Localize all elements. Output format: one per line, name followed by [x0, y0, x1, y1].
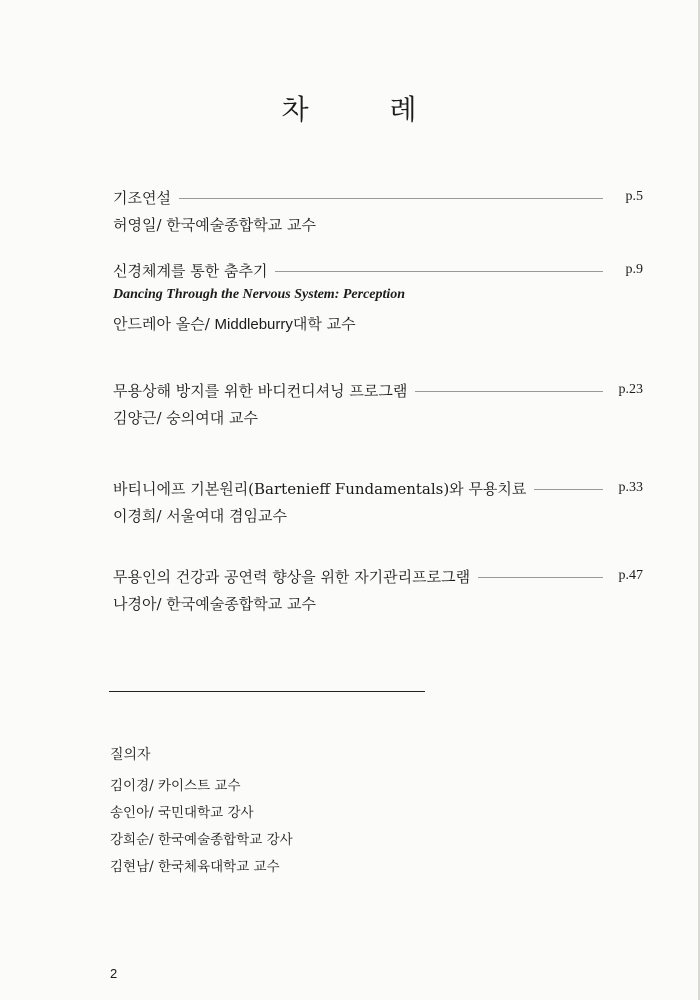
toc-page-number: p.23: [618, 382, 643, 397]
author-role: 대학 교수: [292, 315, 356, 333]
toc-entry-author: 이경희/ 서울여대 겸임교수: [113, 507, 287, 525]
toc-entry-bartenieff: [113, 477, 643, 527]
author-institution: Middleburry: [214, 316, 293, 333]
toc-entry-author: [113, 313, 643, 335]
toc-entry-author: 김양근/ 숭의여대 교수: [113, 409, 259, 427]
section-divider: [109, 691, 425, 692]
discussant-item: 김현남/ 한국체육대학교 교수: [110, 859, 280, 875]
leader-line: [179, 198, 603, 199]
discussant-item: 김이경/ 카이스트 교수: [110, 778, 241, 794]
toc-entry-title: 신경체계를 통한 춤추기: [113, 261, 268, 280]
toc-entry-self-management: [113, 565, 643, 615]
toc-page-number: p.33: [618, 480, 643, 495]
leader-line: [415, 391, 603, 392]
toc-entry-title: 무용상해 방지를 위한 바디컨디셔닝 프로그램: [113, 381, 408, 400]
toc-entry-body-conditioning: [113, 379, 643, 429]
toc-entry-subtitle: Dancing Through the Nervous System: Perception: [113, 287, 406, 302]
discussants-heading: 질의자: [110, 747, 151, 763]
toc-entry-author: 허영일/ 한국예술종합학교 교수: [113, 216, 316, 234]
toc-page-number: p.47: [618, 568, 643, 583]
discussant-item: 강희순/ 한국예술종합학교 강사: [110, 832, 293, 848]
toc-entry-title: 무용인의 건강과 공연력 향상을 위한 자기관리프로그램: [113, 567, 471, 586]
toc-entry-nervous-system: [113, 259, 643, 335]
leader-line: [275, 271, 603, 272]
toc-page-number: p.9: [625, 262, 643, 277]
page-number: 2: [110, 966, 118, 981]
toc-entry-title: 기조연설: [113, 188, 171, 207]
toc-entry-author: 나경아/ 한국예술종합학교 교수: [113, 595, 316, 613]
author-name: 안드레아 올슨/: [113, 315, 215, 333]
page-title: 차 례: [281, 93, 453, 126]
leader-line: [534, 489, 603, 490]
discussants-list: [110, 774, 293, 882]
toc-entry-title: 바티니에프 기본원리(Bartenieff Fundamentals)와 무용치료: [113, 479, 527, 498]
toc-entry-keynote: [113, 186, 643, 236]
discussant-item: 송인아/ 국민대학교 강사: [110, 805, 254, 821]
leader-line: [478, 577, 603, 578]
toc-page-number: p.5: [625, 189, 643, 204]
